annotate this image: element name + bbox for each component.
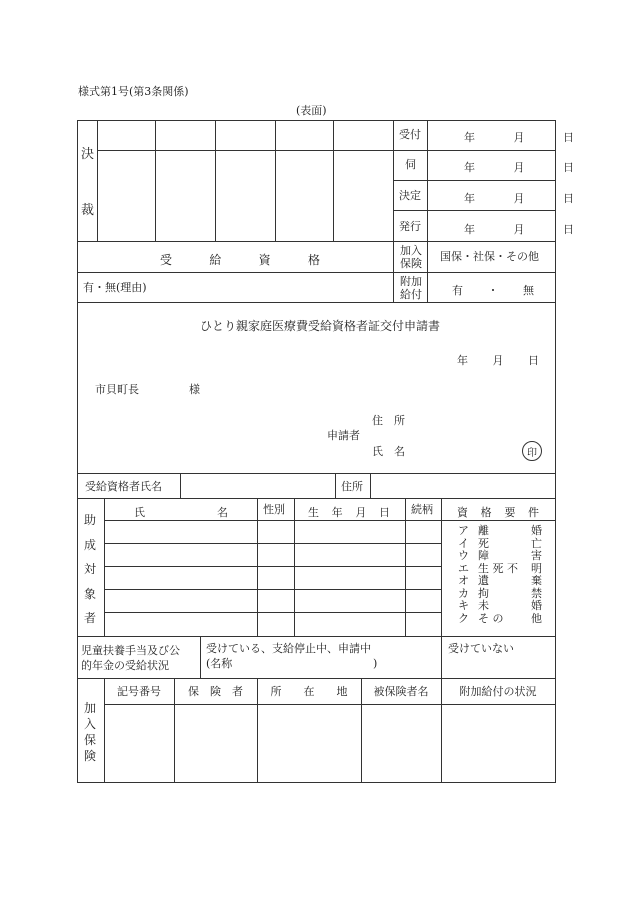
requirement-item: キ 未 婚 bbox=[458, 599, 542, 612]
frame-left bbox=[77, 120, 78, 783]
applicant-name-label: 氏 名 bbox=[372, 445, 405, 458]
form-number: 様式第1号(第3条関係) bbox=[78, 85, 189, 98]
requirement-item: ア 離 婚 bbox=[458, 524, 542, 537]
application-date: 年 月 日 bbox=[457, 354, 539, 367]
decision-date: 年 月 日 bbox=[464, 192, 574, 205]
requirement-item: カ 拘 禁 bbox=[458, 586, 542, 600]
col-header-location: 所 在 地 bbox=[270, 685, 348, 698]
col-header-insurer: 保 険 者 bbox=[188, 685, 243, 698]
col-header-sex: 性別 bbox=[263, 503, 285, 516]
form-side-label: (表面) bbox=[296, 104, 327, 117]
subjects-side-label: 助 成 対 象 者 bbox=[84, 513, 97, 625]
requirement-item: ウ 障 害 bbox=[458, 549, 542, 562]
insurance-label: 加入 保険 bbox=[400, 244, 422, 270]
applicant-label: 申請者 bbox=[327, 429, 360, 442]
insurance-type-options: 国保・社保・その他 bbox=[440, 250, 539, 263]
col-header-requirements: 資 格 要 件 bbox=[457, 506, 539, 519]
requirement-item: エ 生 死 不 明 bbox=[458, 561, 542, 575]
col-header-symbol-number: 記号番号 bbox=[117, 685, 161, 698]
col-header-relation: 続柄 bbox=[411, 503, 433, 516]
insurance-side-label: 加 入 保 険 bbox=[84, 701, 97, 763]
pension-name-open: (名称 bbox=[206, 657, 233, 670]
issue-date: 年 月 日 bbox=[464, 223, 574, 236]
holder-name-label: 受給資格者氏名 bbox=[85, 480, 162, 493]
decision-label: 決定 bbox=[399, 189, 421, 202]
receipt-label: 受付 bbox=[399, 128, 421, 141]
honorific: 様 bbox=[189, 383, 200, 396]
addon-benefit-options: 有 ・ 無 bbox=[452, 284, 534, 297]
requirement-item: ク そ の 他 bbox=[458, 611, 542, 625]
addon-benefit-label: 附加 給付 bbox=[400, 275, 422, 301]
approval-label-2: 裁 bbox=[81, 203, 95, 218]
eligibility-heading: 受 給 資 格 bbox=[160, 253, 320, 267]
application-title: ひとり親家庭医療費受給資格者証交付申請書 bbox=[200, 319, 441, 333]
pension-receiving-options: 受けている、支給停止中、申請中 bbox=[206, 642, 371, 655]
col-header-birthdate: 生 年 月 日 bbox=[308, 506, 390, 519]
seal-mark: 印 bbox=[522, 441, 542, 461]
requirement-item: イ 死 亡 bbox=[458, 536, 542, 550]
receipt-date: 年 月 日 bbox=[464, 131, 574, 144]
pension-name-close: ) bbox=[373, 657, 378, 670]
col-header-name: 氏 名 bbox=[134, 506, 228, 519]
frame-top bbox=[77, 120, 556, 121]
holder-address-label: 住所 bbox=[341, 480, 363, 493]
inquiry-label: 伺 bbox=[405, 158, 416, 171]
col-header-insured-name: 被保険者名 bbox=[373, 685, 429, 698]
applicant-address-label: 住 所 bbox=[372, 414, 405, 427]
issue-label: 発行 bbox=[399, 220, 421, 233]
eligibility-reason: 有・無(理由) bbox=[83, 281, 147, 294]
pension-status-label: 児童扶養手当及び公 的年金の受給状況 bbox=[81, 644, 180, 672]
approval-label-1: 決 bbox=[81, 147, 95, 162]
addressee: 市貝町長 bbox=[95, 383, 139, 396]
requirements-list bbox=[458, 525, 542, 625]
pension-not-receiving: 受けていない bbox=[448, 642, 514, 655]
inquiry-date: 年 月 日 bbox=[464, 161, 574, 174]
requirement-item: オ 遺 棄 bbox=[458, 574, 542, 587]
frame-right bbox=[555, 120, 556, 783]
col-header-addon-status: 附加給付の状況 bbox=[459, 685, 537, 698]
